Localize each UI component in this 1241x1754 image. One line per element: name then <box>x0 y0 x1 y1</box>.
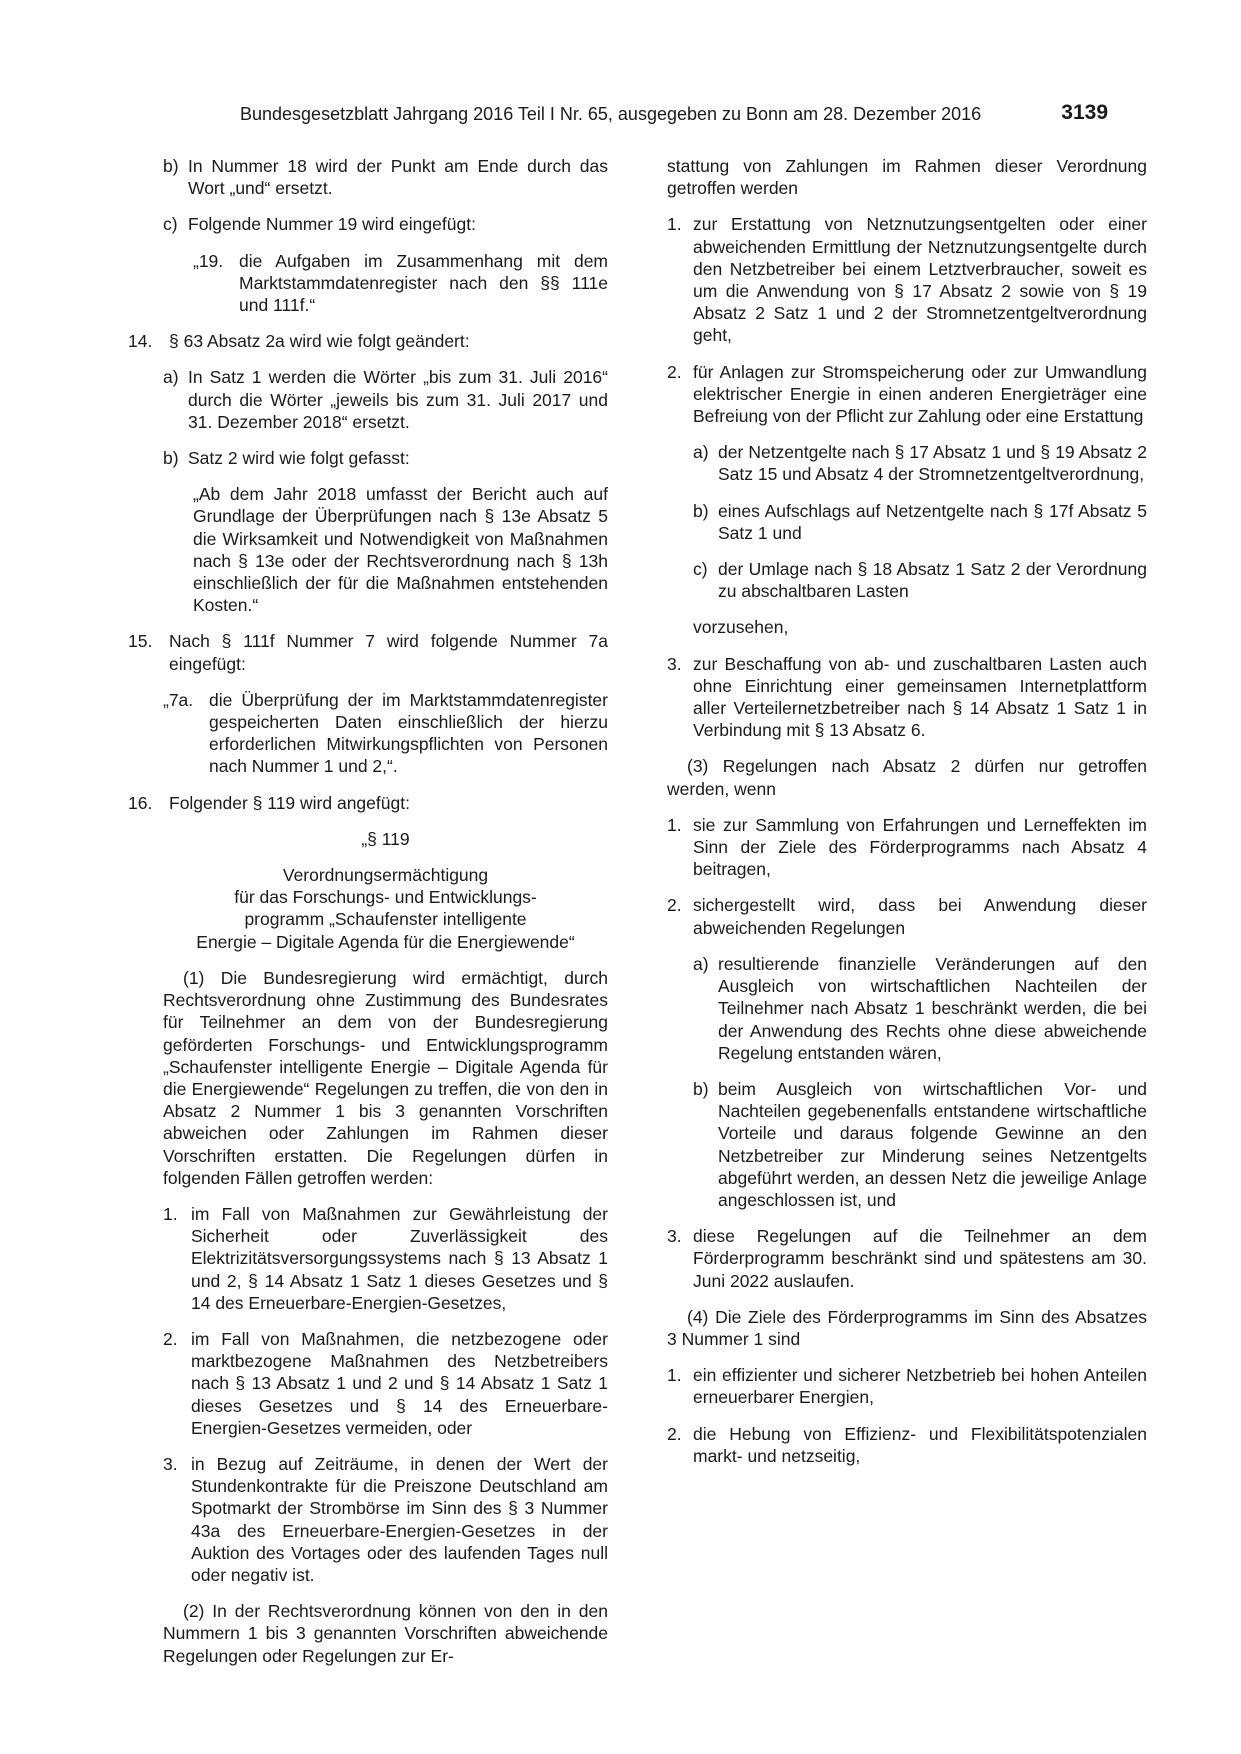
list-item <box>693 500 1147 544</box>
list-item <box>163 1328 608 1439</box>
item-marker: „7a. <box>163 689 194 710</box>
item-text: diese Regelungen auf die Teilnehmer an dem Förderprogramm beschränkt sind und spätestens am 30. Juni 2022 auslaufen. <box>693 1226 1147 1291</box>
item-marker: c) <box>163 214 178 235</box>
list-item <box>667 814 1147 881</box>
quoted-item <box>163 689 608 778</box>
item-text: die Aufgaben im Zusammenhang mit dem Marktstammdatenregister nach den §§ 111e und 111f.“ <box>239 250 608 316</box>
paragraph-4: (4) Die Ziele des Förderprogramms im Sinn des Absatzes 3 Nummer 1 sind <box>667 1306 1147 1349</box>
list-item <box>693 953 1147 1064</box>
list-item <box>667 213 1147 346</box>
list-item <box>667 894 1147 938</box>
closing-text: vorzusehen, <box>693 617 789 638</box>
item-marker: 2. <box>163 1328 178 1349</box>
item-text: die Überprüfung der im Marktstammdatenregister gespeicherten Daten einschließlich der hierzu erforderlichen Mitwirkungspflichten von Personen nach Nummer 1 und 2,“. <box>209 689 608 777</box>
item-text: § 63 Absatz 2a wird wie folgt geändert: <box>169 331 470 352</box>
item-text: sie zur Sammlung von Erfahrungen und Lerneffekten im Sinn der Ziele des Förderprogramms nach Absatz 4 beitragen, <box>693 814 1147 880</box>
list-item <box>693 558 1147 602</box>
right-column <box>667 155 1147 1481</box>
item-text: resultierende finanzielle Veränderungen auf den Ausgleich von wirtschaftlichen Nachteilen der Teilnehmer nach Absatz 1 beschränkt werden, die bei der Anwendung des Rechts ohne diese abweichende Regelung entstanden wären, <box>718 953 1147 1063</box>
item-marker: b) <box>163 156 179 176</box>
item-marker: b) <box>693 1078 709 1099</box>
list-item <box>667 1423 1147 1467</box>
item-text: ein effizienter und sicherer Netzbetrieb bei hohen Anteilen erneuerbarer Energien, <box>693 1365 1147 1408</box>
section-heading-line: Verordnungsermächtigung <box>282 865 489 886</box>
list-item <box>163 447 608 469</box>
item-marker: 3. <box>667 653 682 674</box>
paragraph-3: (3) Regelungen nach Absatz 2 dürfen nur getroffen werden, wenn <box>667 756 1147 799</box>
item-text: im Fall von Maßnahmen, die netzbezogene oder marktbezogene Maßnahmen des Netzbetreibers nach § 13 Absatz 1 und 2 und § 14 Absatz 1 Satz 1 dieses Gesetzes und § 14 des Erneuerbare-Energien-Gesetzes vermeiden, oder <box>191 1328 608 1438</box>
item-text: Satz 2 wird wie folgt gefasst: <box>188 448 410 469</box>
list-item <box>667 653 1147 742</box>
list-item <box>128 792 608 814</box>
list-item <box>128 330 608 352</box>
item-text: für Anlagen zur Stromspeicherung oder zur Umwandlung elektrischer Energie in einen anderen Energieträger eine Befreiung von der Pflicht zur Zahlung oder eine Erstattung <box>693 361 1147 427</box>
page-header <box>0 101 1241 127</box>
list-item <box>163 366 608 433</box>
list-item <box>667 361 1147 428</box>
item-text: in Bezug auf Zeiträume, in denen der Wert der Stundenkontrakte für die Preiszone Deutschland am Spotmarkt der Strombörse im Sinn des § 3 Nummer 43a des Erneuerbare-Energien-Gesetzes in der Auktion des Vortages oder des laufenden Tages null oder negativ ist. <box>191 1453 608 1585</box>
paragraph-2: (2) In der Rechtsverordnung können von den in den Nummern 1 bis 3 genannten Vorschriften abweichende Regelungen oder Regelungen zur Er- <box>163 1601 608 1666</box>
item-text: Folgender § 119 wird angefügt: <box>169 792 410 813</box>
list-item <box>128 630 608 674</box>
item-marker: 16. <box>128 792 153 813</box>
item-marker: 3. <box>163 1453 178 1474</box>
item-marker: 1. <box>667 814 682 835</box>
item-marker: a) <box>693 442 709 463</box>
item-marker: 14. <box>128 331 153 352</box>
item-text: die Hebung von Effizienz- und Flexibilitätspotenzialen markt- und netzseitig, <box>693 1423 1147 1466</box>
list-item <box>693 1078 1147 1211</box>
section-heading-line: programm „Schaufenster intelligente <box>244 909 527 930</box>
section-heading-line: Energie – Digitale Agenda für die Energiewende“ <box>196 931 575 952</box>
item-marker: 2. <box>667 361 682 382</box>
item-text: sichergestellt wird, dass bei Anwendung dieser abweichenden Regelungen <box>693 895 1147 938</box>
item-text: im Fall von Maßnahmen zur Gewährleistung der Sicherheit oder Zuverlässigkeit des Elektrizitätsversorgungssystems nach § 13 Absatz 1 und 2, § 14 Absatz 1 Satz 1 dieses Gesetzes und § 14 des Erneuerbare-Energien-Gesetzes, <box>191 1203 608 1313</box>
list-item <box>163 155 608 199</box>
item-marker: a) <box>163 367 179 388</box>
header-text: Bundesgesetzblatt Jahrgang 2016 Teil I Nr. 65, ausgegeben zu Bonn am 28. Dezember 2016 <box>240 104 982 124</box>
quoted-text: „Ab dem Jahr 2018 umfasst der Bericht auch auf Grundlage der Überprüfungen nach § 13e Absatz 5 die Wirksamkeit und Notwendigkeit von Maßnahmen nach § 13e oder der Rechtsverordnung nach § 13h einschließlich der für die Maßnahmen entstehenden Kosten.“ <box>193 484 608 616</box>
paragraph-1: (1) Die Bundesregierung wird ermächtigt, durch Rechtsverordnung ohne Zustimmung des Bundesrates für Teilnehmer an dem von der Bundesregierung geförderten Forschungs- und Entwicklungsprogramm „Schaufenster intelligente Energie – Digitale Agenda für die Energiewende“ Regelungen zu treffen, die von den in Absatz 2 Nummer 1 bis 3 genannten Vorschriften abweichen oder Zahlungen im Rahmen dieser Vorschriften erstatten. Die Regelungen dürfen in folgenden Fällen getroffen werden: <box>163 967 608 1188</box>
section-heading-line: für das Forschungs- und Entwicklungs- <box>234 887 537 908</box>
item-text: zur Erstattung von Netznutzungsentgelten oder einer abweichenden Ermittlung der Netznutzungsentgelte durch den Netzbetreiber bei einem Letztverbraucher, soweit es um die Anwendung von § 17 Absatz 2 sowie von § 19 Absatz 2 Satz 1 und 2 der Stromnetzentgeltverordnung geht, <box>693 214 1147 346</box>
item-marker: b) <box>163 448 179 469</box>
page-number: 3139 <box>1061 101 1108 124</box>
list-item <box>667 1364 1147 1408</box>
list-item <box>163 1203 608 1314</box>
item-marker: „19. <box>193 250 224 271</box>
item-marker: 3. <box>667 1226 682 1247</box>
section-number: „§ 119 <box>361 828 410 849</box>
item-marker: 1. <box>667 1365 682 1386</box>
list-item <box>163 213 608 235</box>
item-marker: 2. <box>667 1423 682 1444</box>
item-marker: 1. <box>163 1203 178 1224</box>
item-marker: 1. <box>667 214 682 235</box>
item-marker: c) <box>693 559 708 580</box>
item-text: zur Beschaffung von ab- und zuschaltbaren Lasten auch ohne Einrichtung einer gemeinsamen Internetplattform aller Verteilernetzbetreiber nach § 14 Absatz 1 Satz 1 in Verbindung mit § 13 Absatz 6. <box>693 653 1147 741</box>
list-item <box>693 441 1147 485</box>
item-text: Folgende Nummer 19 wird eingefügt: <box>188 214 476 235</box>
left-column <box>128 155 608 1681</box>
item-text: der Netzentgelte nach § 17 Absatz 1 und § 19 Absatz 2 Satz 15 und Absatz 4 der Stromnetzentgeltverordnung, <box>718 442 1147 485</box>
item-marker: b) <box>693 500 709 521</box>
item-text: eines Aufschlags auf Netzentgelte nach § 17f Absatz 5 Satz 1 und <box>718 500 1147 543</box>
item-text: In Satz 1 werden die Wörter „bis zum 31. Juli 2016“ durch die Wörter „jeweils bis zum 31. Juli 2017 und 31. Dezember 2018“ ersetzt. <box>188 367 608 432</box>
list-item <box>163 1453 608 1586</box>
item-marker: 2. <box>667 895 682 916</box>
item-text: der Umlage nach § 18 Absatz 1 Satz 2 der Verordnung zu abschaltbaren Lasten <box>718 559 1147 602</box>
continuation-text: stattung von Zahlungen im Rahmen dieser Verordnung getroffen werden <box>667 156 1147 199</box>
item-marker: 15. <box>128 631 153 652</box>
item-text: beim Ausgleich von wirtschaftlichen Vor- und Nachteilen gegebenenfalls entstandene wirtschaftliche Vorteile und daraus folgende Gewinne an den Netzbetreiber zur Minderung seines Netzentgelts abgeführt werden, an dessen Netz die jeweilige Anlage angeschlossen ist, und <box>718 1078 1147 1210</box>
item-text: Nach § 111f Nummer 7 wird folgende Nummer 7a eingefügt: <box>169 631 608 674</box>
list-item <box>667 1225 1147 1292</box>
quoted-item <box>193 250 608 317</box>
item-marker: a) <box>693 953 709 974</box>
item-text: In Nummer 18 wird der Punkt am Ende durch das Wort „und“ ersetzt. <box>188 156 608 199</box>
